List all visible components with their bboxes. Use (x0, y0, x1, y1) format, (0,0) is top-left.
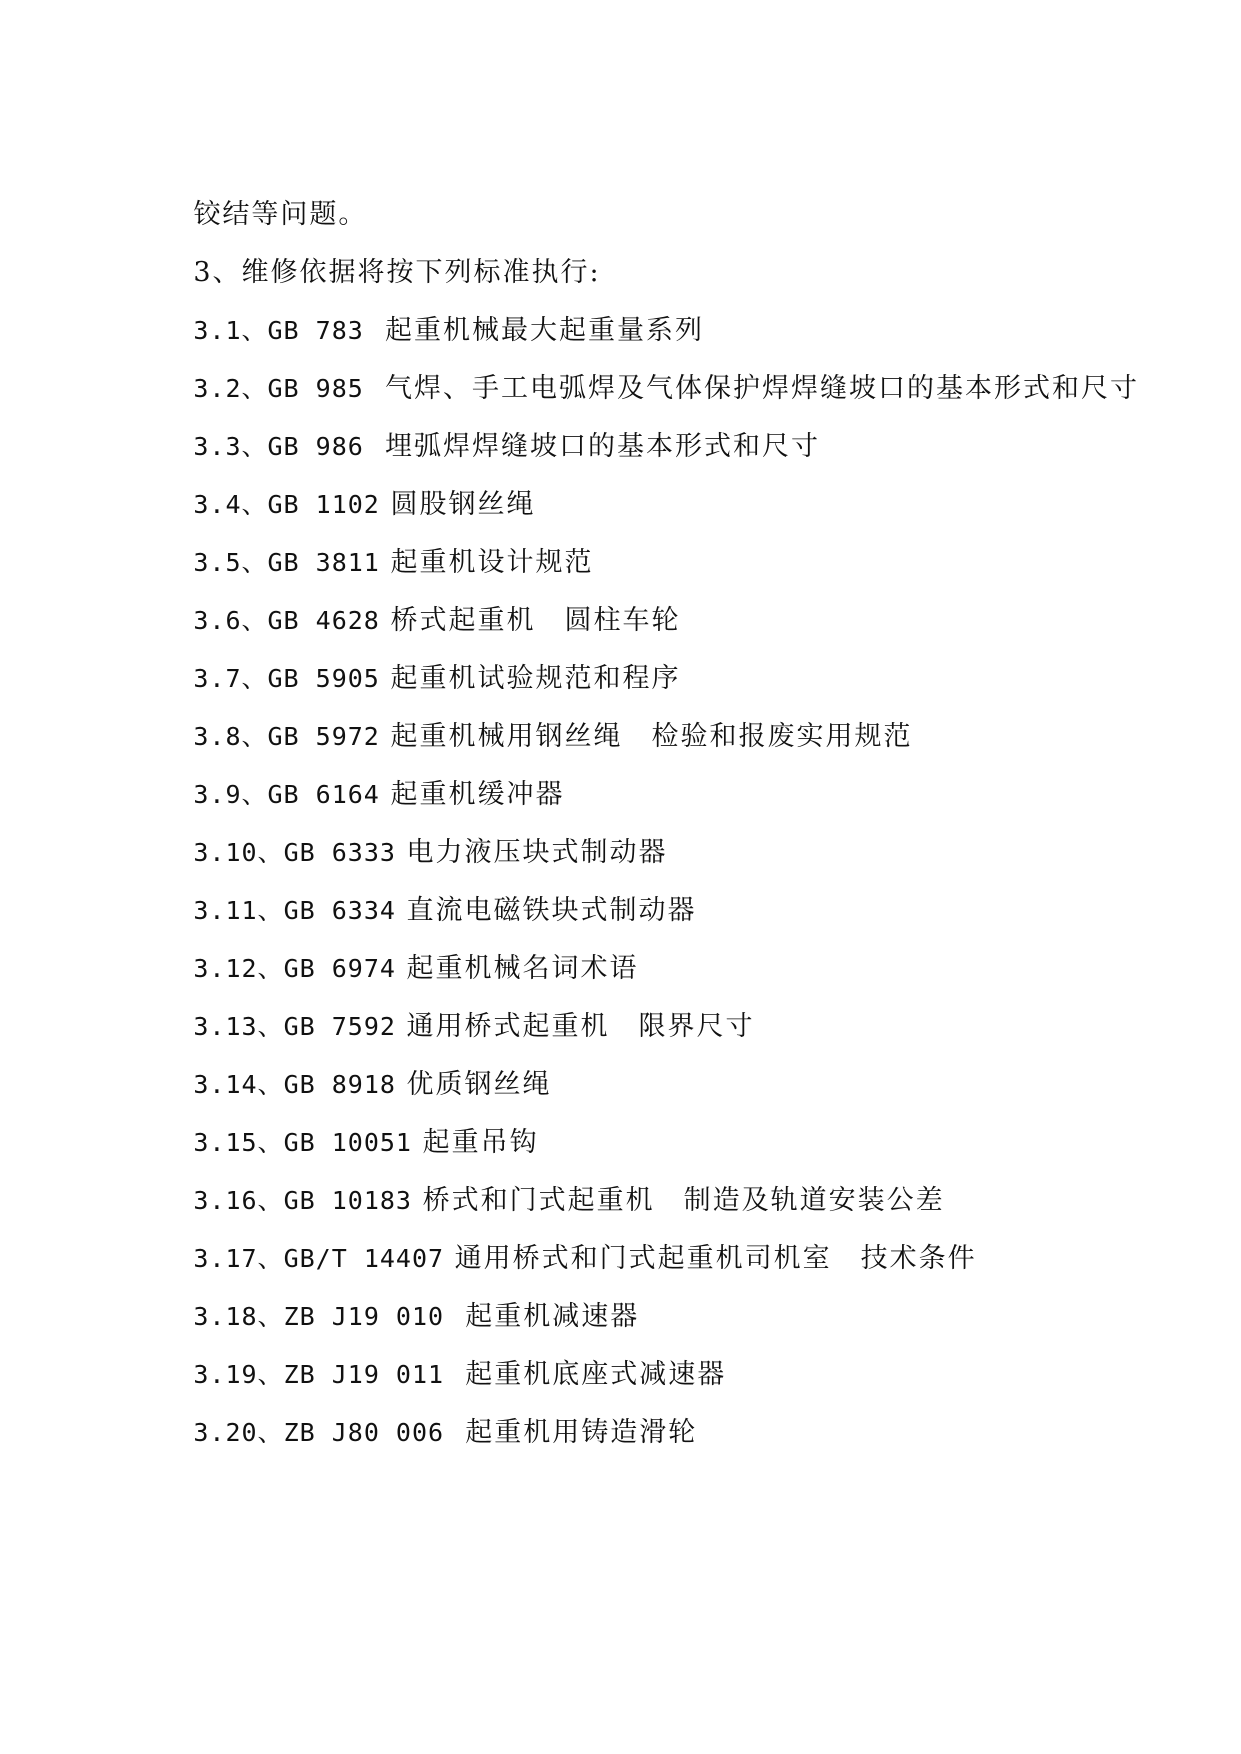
section-heading (151, 213, 1191, 288)
standard-title: 电力液压块式制动器 (406, 837, 668, 868)
standard-code: GB 6334 (283, 896, 396, 925)
standard-item (151, 1083, 1191, 1158)
standard-item (151, 677, 1191, 752)
standard-item (151, 271, 1191, 346)
item-number: 3.7、 (193, 664, 268, 693)
standard-code: GB 6164 (267, 780, 380, 809)
item-number: 3.4、 (193, 490, 268, 519)
standard-code: GB/T 14407 (283, 1244, 445, 1273)
item-number: 3.13、 (193, 1012, 284, 1041)
standard-code: GB 7592 (283, 1012, 396, 1041)
standard-title: 直流电磁铁块式制动器 (406, 895, 697, 926)
standard-code: GB 8918 (283, 1070, 396, 1099)
standard-code: GB 4628 (267, 606, 380, 635)
standard-item (151, 503, 1191, 578)
item-number: 3.6、 (193, 606, 268, 635)
standard-title: 起重机械最大起重量系列 (384, 315, 704, 346)
standard-code: GB 6974 (283, 954, 396, 983)
item-number: 3.9、 (193, 780, 268, 809)
standard-title: 埋弧焊焊缝坡口的基本形式和尺寸 (384, 431, 820, 462)
standard-code: GB 10051 (283, 1128, 412, 1157)
standard-title: 起重机底座式减速器 (465, 1359, 727, 1390)
standard-item (151, 445, 1191, 520)
standard-item (151, 329, 1191, 404)
standard-item (151, 735, 1191, 810)
standard-title: 气焊、手工电弧焊及气体保护焊焊缝坡口的基本形式和尺寸 (384, 373, 1139, 404)
standard-item (151, 967, 1191, 1042)
standard-title: 起重机缓冲器 (390, 779, 565, 810)
item-number: 3.10、 (193, 838, 284, 867)
standard-title: 起重机减速器 (465, 1301, 640, 1332)
standard-code: GB 3811 (267, 548, 380, 577)
standard-item (151, 1141, 1191, 1216)
standard-title: 起重吊钩 (422, 1127, 539, 1158)
standard-title: 起重机械名词术语 (406, 953, 639, 984)
standard-item (151, 1373, 1191, 1448)
item-number: 3.14、 (193, 1070, 284, 1099)
standard-title: 起重机械用钢丝绳 检验和报废实用规范 (390, 721, 913, 752)
item-number: 3.2、 (193, 374, 268, 403)
standard-code: ZB J19 011 (283, 1360, 445, 1389)
item-number: 3.3、 (193, 432, 268, 461)
paragraph-text: 铰结等问题。 (193, 199, 368, 230)
standard-code: GB 783 (267, 316, 364, 345)
standard-item (151, 1199, 1191, 1274)
standard-item (151, 1257, 1191, 1332)
standard-title: 桥式起重机 圆柱车轮 (390, 605, 681, 636)
standard-code: GB 10183 (283, 1186, 412, 1215)
standard-code: GB 985 (267, 374, 364, 403)
standard-title: 圆股钢丝绳 (390, 489, 536, 520)
standard-item (151, 1025, 1191, 1100)
item-number: 3.19、 (193, 1360, 284, 1389)
paragraph-continuation (151, 155, 1191, 230)
standard-item (151, 387, 1191, 462)
item-number: 3.15、 (193, 1128, 284, 1157)
item-number: 3.16、 (193, 1186, 284, 1215)
standard-item (151, 619, 1191, 694)
standard-item (151, 851, 1191, 926)
standard-title: 优质钢丝绳 (406, 1069, 552, 1100)
item-number: 3.8、 (193, 722, 268, 751)
item-number: 3.12、 (193, 954, 284, 983)
item-number: 3.11、 (193, 896, 284, 925)
standard-code: GB 6333 (283, 838, 396, 867)
standard-item (151, 561, 1191, 636)
standard-code: GB 5972 (267, 722, 380, 751)
item-number: 3.18、 (193, 1302, 284, 1331)
standard-title: 起重机试验规范和程序 (390, 663, 681, 694)
item-number: 3.5、 (193, 548, 268, 577)
standard-code: ZB J80 006 (283, 1418, 445, 1447)
standard-item (151, 909, 1191, 984)
item-number: 3.17、 (193, 1244, 284, 1273)
standard-title: 起重机用铸造滑轮 (465, 1417, 698, 1448)
standard-title: 通用桥式和门式起重机司机室 技术条件 (454, 1243, 977, 1274)
standard-code: GB 5905 (267, 664, 380, 693)
standard-item (151, 1315, 1191, 1390)
item-number: 3.1、 (193, 316, 268, 345)
standard-code: GB 986 (267, 432, 364, 461)
standard-code: GB 1102 (267, 490, 380, 519)
standard-code: ZB J19 010 (283, 1302, 445, 1331)
standard-title: 通用桥式起重机 限界尺寸 (406, 1011, 755, 1042)
standard-title: 起重机设计规范 (390, 547, 594, 578)
standard-title: 桥式和门式起重机 制造及轨道安装公差 (422, 1185, 945, 1216)
section-heading-text: 3、维修依据将按下列标准执行: (193, 257, 601, 288)
standard-item (151, 793, 1191, 868)
item-number: 3.20、 (193, 1418, 284, 1447)
